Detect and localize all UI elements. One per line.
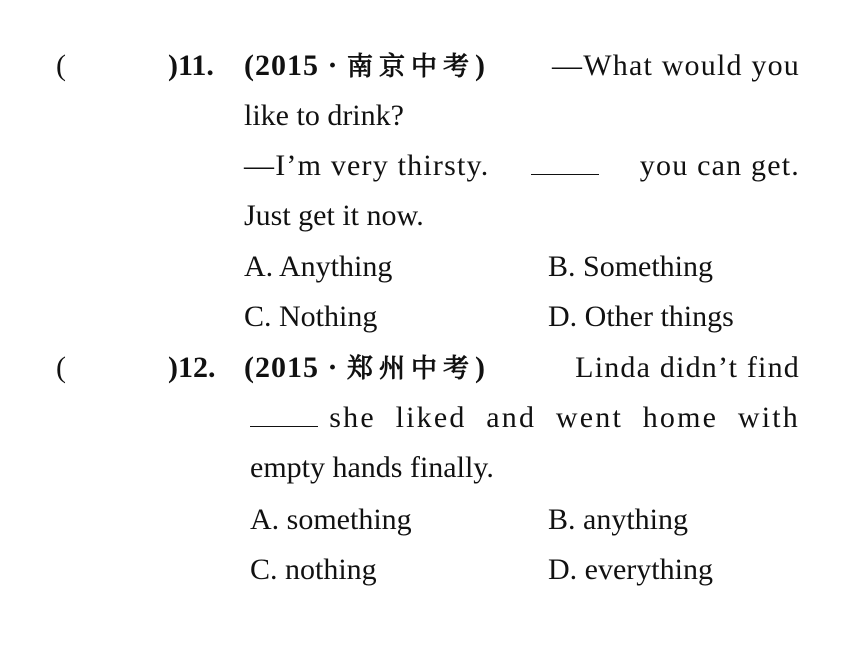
option-a: A. Anything bbox=[244, 250, 393, 283]
answer-blank bbox=[250, 402, 318, 427]
stem-text: Just get it now. bbox=[244, 199, 424, 232]
stem-text: you can get. bbox=[639, 149, 800, 182]
option-d: D. Other things bbox=[548, 300, 734, 333]
source-tag-11: (2015 · 南京中考) bbox=[244, 49, 487, 82]
stem-text: like to drink? bbox=[244, 99, 404, 132]
source-tag-12: (2015 · 郑州中考) bbox=[244, 351, 487, 384]
answer-paren-12: ( bbox=[56, 351, 66, 384]
question-12-line-1 bbox=[244, 350, 800, 387]
option-c: C. Nothing bbox=[244, 300, 378, 333]
option-d: D. everything bbox=[548, 553, 713, 586]
answer-paren-11: ( bbox=[56, 49, 66, 82]
option-b: B. Something bbox=[548, 250, 714, 283]
question-12-line-2 bbox=[250, 400, 800, 436]
stem-text: empty hands finally. bbox=[250, 451, 494, 484]
stem-text: Linda didn’t find bbox=[575, 351, 800, 384]
question-11-line-3 bbox=[244, 148, 800, 184]
option-b: B. anything bbox=[548, 503, 688, 536]
question-number-11: )11. bbox=[168, 49, 214, 82]
question-11-line-1 bbox=[244, 48, 800, 85]
question-number-12: )12. bbox=[168, 351, 216, 384]
stem-text: she liked and went home with bbox=[329, 401, 800, 434]
stem-text: —I’m very thirsty. bbox=[244, 149, 490, 182]
option-c: C. nothing bbox=[250, 553, 377, 586]
stem-text: —What would you bbox=[552, 49, 800, 82]
option-a: A. something bbox=[250, 503, 412, 536]
answer-blank bbox=[531, 150, 599, 175]
